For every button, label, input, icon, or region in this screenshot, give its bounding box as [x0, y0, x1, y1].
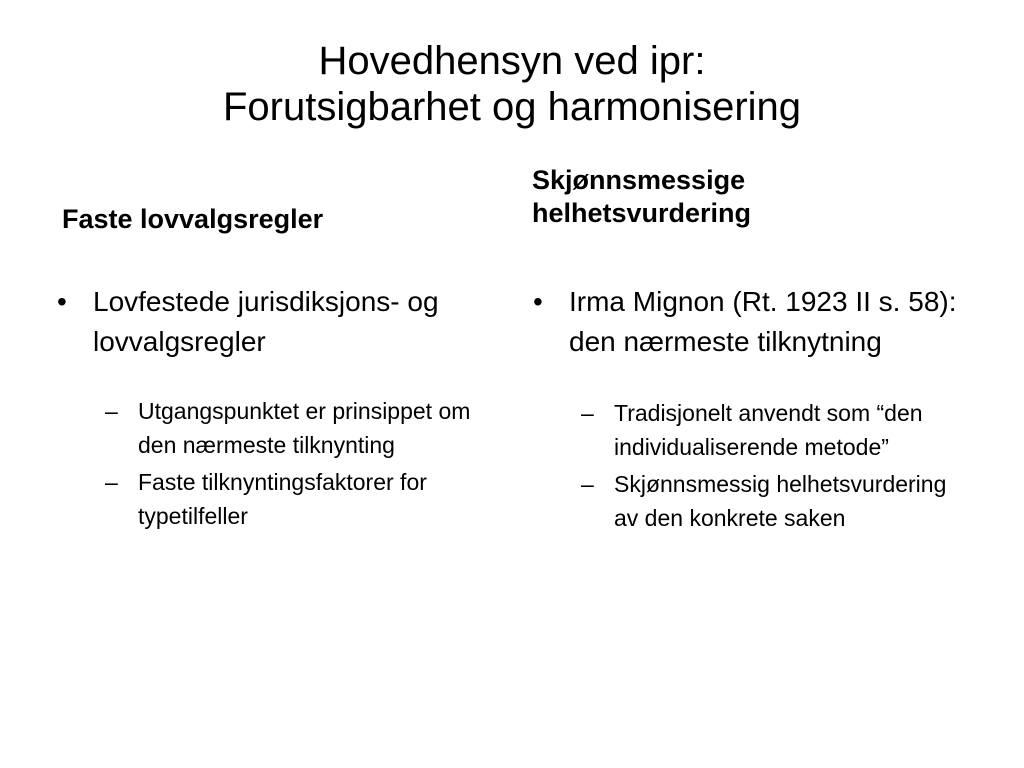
- right-sub-bullet-list: [533, 396, 973, 535]
- left-sub-bullet-text: Utgangspunktet er prinsippet om den nærmeste tilknynting: [138, 398, 471, 458]
- left-sub-bullet-text: Faste tilknyntingsfaktorer for typetilfeller: [138, 469, 427, 529]
- dash-icon: –: [105, 469, 118, 495]
- right-column-heading: [532, 164, 972, 230]
- bullet-icon: •: [533, 286, 543, 317]
- bullet-icon: •: [57, 286, 67, 317]
- left-main-bullet-text: Lovfestede jurisdiksjons- og lovvalgsregler: [93, 286, 439, 357]
- left-column-heading: Faste lovvalgsregler: [62, 204, 324, 234]
- right-sub-bullet-text: Tradisjonelt anvendt som “den individualiserende metode”: [614, 400, 923, 460]
- slide-title-line1: Hovedhensyn ved ipr:: [318, 39, 706, 83]
- right-sub-bullet: [533, 396, 973, 464]
- right-main-bullet-text: Irma Mignon (Rt. 1923 II s. 58): den nærmeste tilknytning: [569, 286, 957, 357]
- slide-title-line2: Forutsigbarhet og harmonisering: [222, 85, 802, 129]
- left-column-content: [57, 282, 487, 536]
- right-sub-bullet-text: Skjønnsmessig helhetsvurdering av den konkrete saken: [614, 471, 947, 531]
- right-column-heading-line2: helhetsvurdering: [532, 198, 752, 228]
- left-sub-bullet: [57, 465, 487, 533]
- slide-title: [0, 38, 1024, 130]
- dash-icon: –: [581, 471, 594, 497]
- dash-icon: –: [581, 400, 594, 426]
- dash-icon: –: [105, 398, 118, 424]
- right-column-content: [533, 282, 973, 538]
- right-sub-bullet: [533, 467, 973, 535]
- right-main-bullet: [533, 282, 973, 362]
- right-column-heading-line1: Skjønnsmessige: [532, 165, 746, 195]
- left-sub-bullet: [57, 394, 487, 462]
- left-sub-bullet-list: [57, 394, 487, 533]
- left-main-bullet: [57, 282, 487, 362]
